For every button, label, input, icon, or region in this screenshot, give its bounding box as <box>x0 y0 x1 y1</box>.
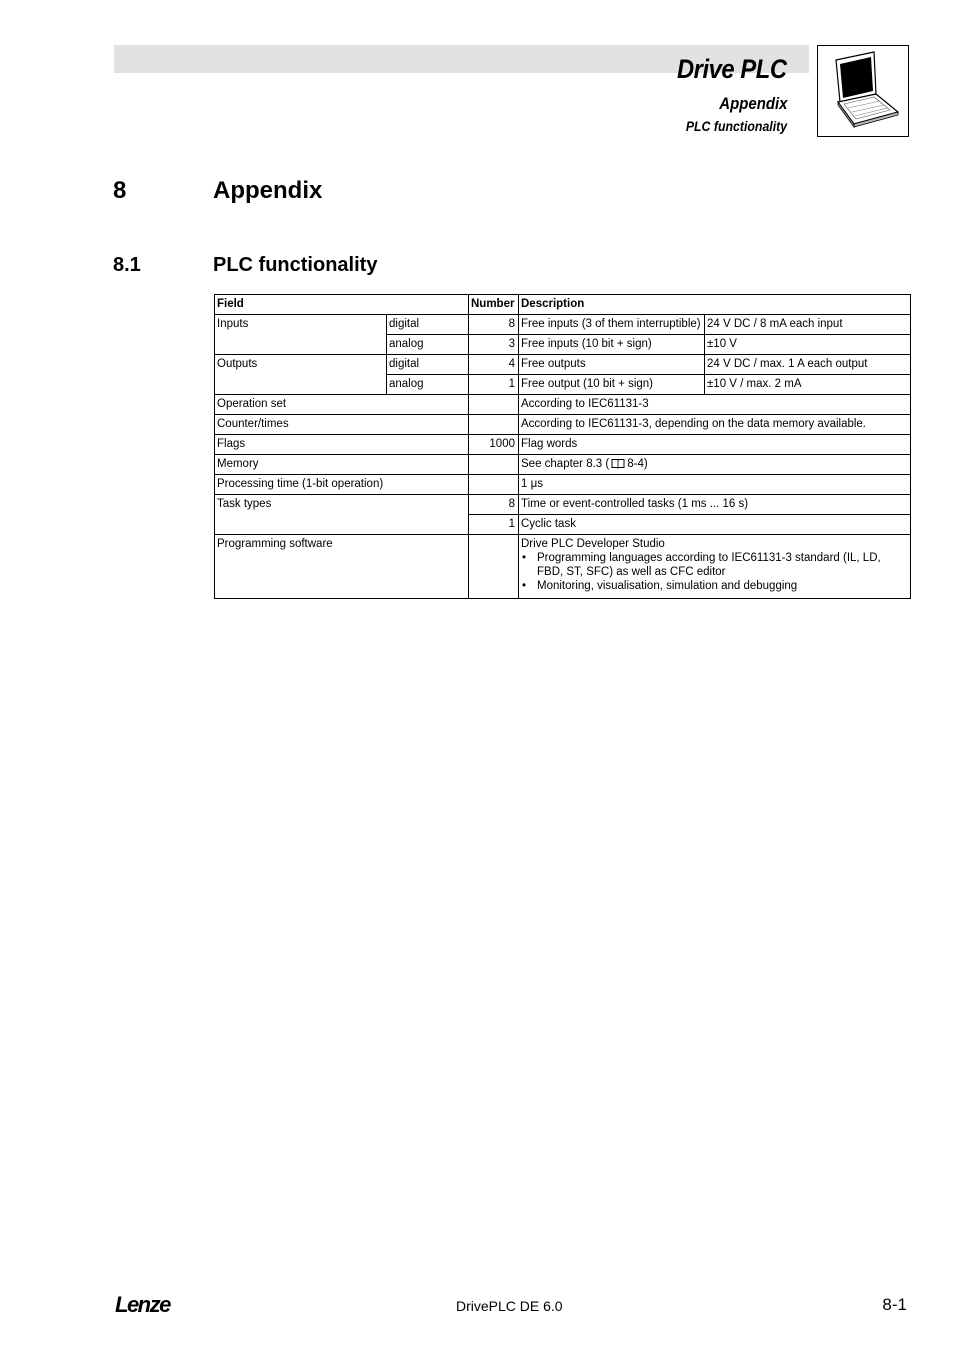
number-cell: 8 <box>469 315 519 335</box>
book-icon <box>611 458 625 469</box>
description-cell: Time or event-controlled tasks (1 ms ... 16 s) <box>519 495 911 515</box>
number-cell: 1 <box>469 375 519 395</box>
laptop-icon <box>818 46 908 136</box>
description-cell: Free outputs <box>519 355 705 375</box>
number-cell: 4 <box>469 355 519 375</box>
field-cell: Outputs <box>215 355 387 395</box>
subfield-cell: analog <box>387 335 469 355</box>
plc-functionality-table <box>214 294 911 599</box>
number-cell: 8 <box>469 495 519 515</box>
description-cell <box>519 455 911 475</box>
list-item: • Monitoring, visualisation, simulation and debugging <box>521 579 907 593</box>
footer-document: DrivePLC DE 6.0 <box>456 1298 563 1314</box>
subfield-cell: digital <box>387 355 469 375</box>
number-cell: 1 <box>469 515 519 535</box>
number-cell: 1000 <box>469 435 519 455</box>
field-cell: Inputs <box>215 315 387 355</box>
header-number: Number <box>469 295 519 315</box>
table-row <box>215 315 911 335</box>
description-cell: 1 μs <box>519 475 911 495</box>
description-cell: Free inputs (3 of them interruptible) <box>519 315 705 335</box>
chapter-number: 8 <box>113 177 127 204</box>
section-title: PLC functionality <box>213 254 378 276</box>
field-cell: Task types <box>215 495 469 535</box>
header-description: Description <box>519 295 911 315</box>
laptop-icon-box <box>817 45 909 137</box>
table-row <box>215 495 911 515</box>
software-features-list <box>521 551 907 593</box>
table-row <box>215 435 911 455</box>
description-cell: Free output (10 bit + sign) <box>519 375 705 395</box>
field-cell: Programming software <box>215 535 469 599</box>
description-cell <box>519 535 911 599</box>
number-cell <box>469 395 519 415</box>
table-row <box>215 415 911 435</box>
field-cell: Flags <box>215 435 469 455</box>
table-row <box>215 475 911 495</box>
field-cell: Operation set <box>215 395 469 415</box>
number-cell: 3 <box>469 335 519 355</box>
memory-ref-page: 8-4) <box>627 458 648 470</box>
number-cell <box>469 415 519 435</box>
spec-cell: 24 V DC / 8 mA each input <box>705 315 911 335</box>
subfield-cell: digital <box>387 315 469 335</box>
table-row <box>215 455 911 475</box>
software-name: Drive PLC Developer Studio <box>521 538 665 550</box>
table-header-row <box>215 295 911 315</box>
header-title: Drive PLC <box>677 54 787 84</box>
field-cell: Counter/times <box>215 415 469 435</box>
header-field: Field <box>215 295 469 315</box>
header-section: PLC functionality <box>685 118 787 134</box>
table-row <box>215 355 911 375</box>
number-cell <box>469 455 519 475</box>
memory-ref-prefix: See chapter 8.3 ( <box>521 458 610 470</box>
field-cell: Processing time (1-bit operation) <box>215 475 469 495</box>
table-row <box>215 395 911 415</box>
field-cell: Memory <box>215 455 469 475</box>
description-cell: According to IEC61131-3 <box>519 395 911 415</box>
number-cell <box>469 535 519 599</box>
description-cell: Flag words <box>519 435 911 455</box>
description-cell: Free inputs (10 bit + sign) <box>519 335 705 355</box>
header-chapter: Appendix <box>718 94 787 113</box>
spec-cell: 24 V DC / max. 1 A each output <box>705 355 911 375</box>
description-cell: Cyclic task <box>519 515 911 535</box>
chapter-title: Appendix <box>213 177 323 204</box>
description-cell: According to IEC61131-3, depending on the data memory available. <box>519 415 911 435</box>
spec-cell: ±10 V <box>705 335 911 355</box>
lenze-logo: Lenze <box>115 1292 170 1317</box>
subfield-cell: analog <box>387 375 469 395</box>
list-item: • Programming languages according to IEC61131-3 standard (IL, LD, FBD, ST, SFC) as well as CFC editor <box>521 551 907 579</box>
number-cell <box>469 475 519 495</box>
table-row <box>215 535 911 599</box>
footer-page-number: 8-1 <box>882 1295 907 1314</box>
spec-cell: ±10 V / max. 2 mA <box>705 375 911 395</box>
section-number: 8.1 <box>113 254 141 276</box>
